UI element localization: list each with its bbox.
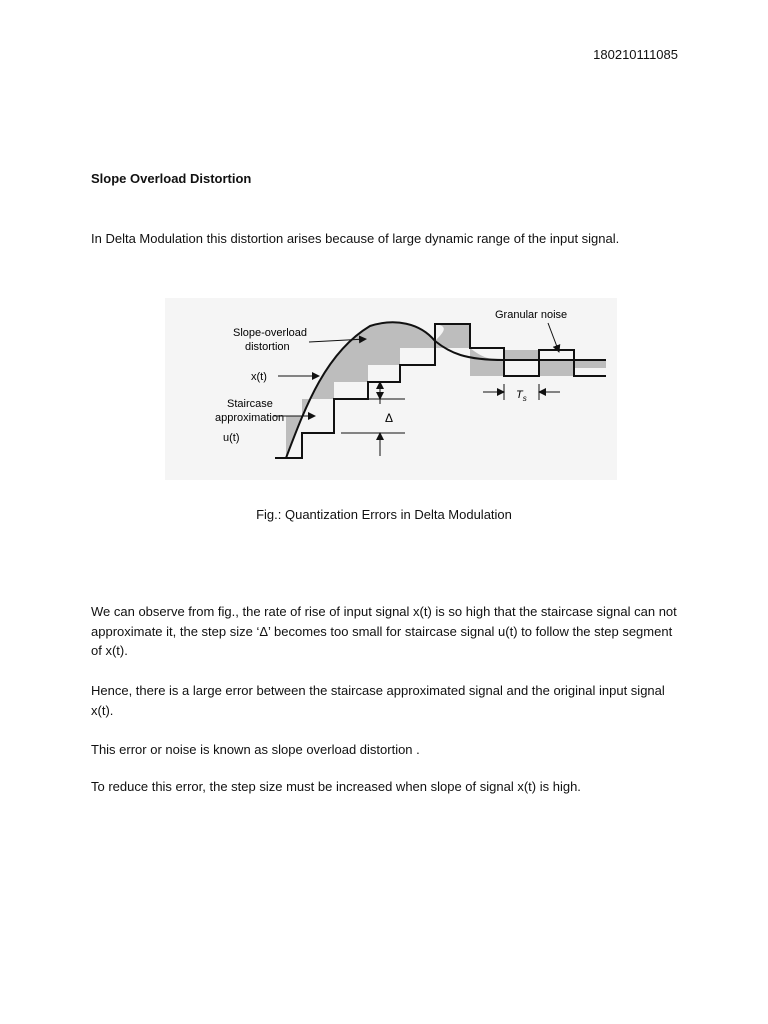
staircase-label-line1: Staircase xyxy=(227,398,273,410)
ts-label: $T_s$ xyxy=(516,389,527,403)
body-paragraph: This error or noise is known as slope overload distortion . xyxy=(91,742,420,757)
granular-noise-label: Granular noise xyxy=(495,309,568,321)
body-paragraph: Hence, there is a large error between the staircase approximated signal and the original input signal x(t). xyxy=(91,683,665,718)
body-paragraph: We can observe from fig., the rate of rise of input signal x(t) is so high that the staircase signal can not approximate it, the step size ‘Δ’ becomes too small for staircase signal u(t) to follow the step segment of x(t). xyxy=(91,604,677,658)
figure-caption: Fig.: Quantization Errors in Delta Modulation xyxy=(256,507,512,522)
intro-paragraph: In Delta Modulation this distortion arises because of large dynamic range of the input signal. xyxy=(91,231,620,246)
granular-error-region-5 xyxy=(574,360,606,368)
ut-label: u(t) xyxy=(223,432,240,444)
slope-overload-label-line2: distortion xyxy=(245,341,290,353)
xt-label: x(t) xyxy=(251,371,267,383)
delta-label: Δ xyxy=(385,411,394,425)
quantization-error-diagram xyxy=(165,298,617,480)
body-paragraph: To reduce this error, the step size must be increased when slope of signal x(t) is high. xyxy=(91,779,581,794)
granular-error-region-3 xyxy=(504,350,539,360)
granular-error-region-4 xyxy=(539,360,574,376)
slope-overload-label-line1: Slope-overload xyxy=(233,327,307,339)
page-header-id: 180210111085 xyxy=(593,47,678,62)
staircase-label-line2: approximation xyxy=(215,412,285,424)
figure-delta-modulation-errors xyxy=(165,298,617,480)
section-title: Slope Overload Distortion xyxy=(91,171,252,186)
